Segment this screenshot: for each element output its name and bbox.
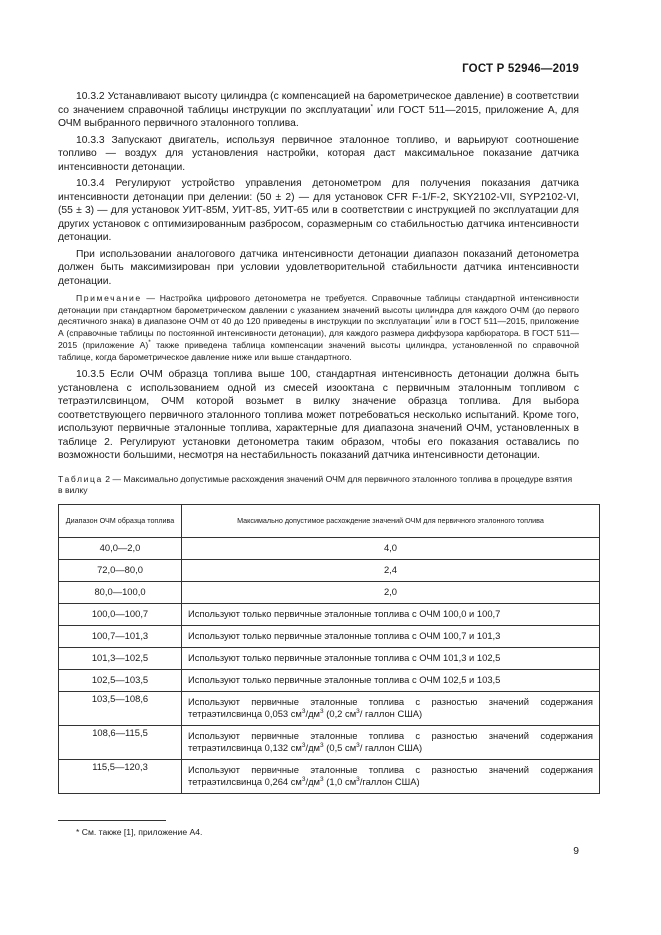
table-2 <box>58 504 600 794</box>
table-row: 108,6—115,5 Используют первичные эталонные топлива с разностью значений содержания тетраэтилсвинца 0,132 $см^3/дм^3$ (0,5 $см^3/$ галлон США) <box>59 725 600 759</box>
column-header-discrepancy: Максимально допустимое расхождение значений ОЧМ для первичного эталонного топлива <box>182 504 600 537</box>
document-id-header: ГОСТ Р 52946—2019 <box>462 63 579 75</box>
page-number: 9 <box>573 846 579 857</box>
table-row: 115,5—120,3 Используют первичные эталонные топлива с разностью значений содержания тетраэтилсвинца 0,264 $см^3/дм^3$ (1,0 $см^3$/галлон США) <box>59 759 600 793</box>
footnote: * См. также [1], приложение А4. <box>76 827 203 837</box>
table-row: 100,7—101,3 Используют только первичные эталонные топлива с ОЧМ 100,7 и 101,3 <box>59 625 600 647</box>
column-header-range: Диапазон ОЧМ образца топлива <box>59 504 182 537</box>
table-row: 40,0—2,0 4,0 <box>59 537 600 559</box>
table-header-row <box>59 504 600 537</box>
table-row: 80,0—100,0 2,0 <box>59 581 600 603</box>
table-row: 103,5—108,6 Используют первичные эталонные топлива с разностью значений содержания тетраэтилсвинца 0,053 $см^3/дм^3$ (0,2 $см^3/$ галлон США) <box>59 691 600 725</box>
note-paragraph: Примечание — Настройка цифрового детонометра не требуется. Справочные таблицы стандартной интенсивности детонации при стандартном барометрическом давлении с указанием значений высоты цилиндра для каждого ОЧМ (до первого десятичного знака) в диапазоне ОЧМ от 40 до 120 приведены в инструкции по эксплуатации* или в ГОСТ 511—2015, приложение А (справочные таблицы по постоянной интенсивности детонации), для каждого размера диффузора карбюратора. В ГОСТ 511—2015 (приложение А)* также приведена таблица компенсации значений высоты цилиндра, установленной по справочной таблице, когда барометрическое давление ниже или выше стандартного. <box>58 293 579 362</box>
note-label: Примечание <box>76 293 142 303</box>
paragraph-10-3-4: 10.3.4 Регулируют устройство управления детонометром для получения показания датчика интенсивности детонации при делении: (50 ± 2) — для установок CFR F-1/F-2, SKY2102-VII, SYP2102-VI, (55 ± 3) — для установок УИТ-85М, УИТ-85, УИТ-65 или в соответствии с инструкцией по эксплуатации для других установок с оптимизированным разбросом, соразмерным со стабильностью датчика интенсивности детонации. <box>58 178 579 243</box>
paragraph-10-3-2: 10.3.2 Устанавливают высоту цилиндра (с компенсацией на барометрическое давление) в соответствии со значением справочной таблицы инструкции по эксплуатации* или ГОСТ 511—2015, приложение А, для ОЧМ выбранного первичного эталонного топлива. <box>58 91 580 129</box>
table-row: 101,3—102,5 Используют только первичные эталонные топлива с ОЧМ 101,3 и 102,5 <box>59 647 600 669</box>
table-row: 72,0—80,0 2,4 <box>59 559 600 581</box>
paragraph-10-3-5: 10.3.5 Если ОЧМ образца топлива выше 100, стандартная интенсивность детонации должна быть установлена с использованием одной из смесей изооктана с первичным эталонным топливом с тетраэтилсвинцом, ОЧМ которой возьмет в вилку значение образца топлива. Для выбора соответствующего первичного эталонного топлива может потребоваться несколько испытаний. Кроме того, используют первичные эталонные топлива, характерные для диапазона значений ОЧМ, установленных в таблице 2. Регулируют установки детонометра таким образом, чтобы его показания оставались по возможности большими, несмотря на нестабильность показаний датчика интенсивности детонации. <box>58 369 579 462</box>
table-caption: Таблица 2 — Максимально допустимые расхождения значений ОЧМ для первичного эталонного топлива в процедуре взятия в вилку <box>58 473 573 496</box>
table-row: 102,5—103,5 Используют только первичные эталонные топлива с ОЧМ 102,5 и 103,5 <box>59 669 600 691</box>
paragraph-analog-sensor: При использовании аналогового датчика интенсивности детонации диапазон показаний детонометра должен быть максимизирован при условии удовлетворительной стабильности датчика интенсивности детонации. <box>58 248 579 287</box>
footnote-separator <box>58 820 166 821</box>
paragraph-10-3-3: 10.3.3 Запускают двигатель, используя первичное эталонное топливо, и варьируют соотношение топливо — воздух для установления настройки, которая даст максимальное показание датчика интенсивности детонации. <box>58 134 579 173</box>
document-body <box>58 90 593 794</box>
table-row: 100,0—100,7 Используют только первичные эталонные топлива с ОЧМ 100,0 и 100,7 <box>59 603 600 625</box>
